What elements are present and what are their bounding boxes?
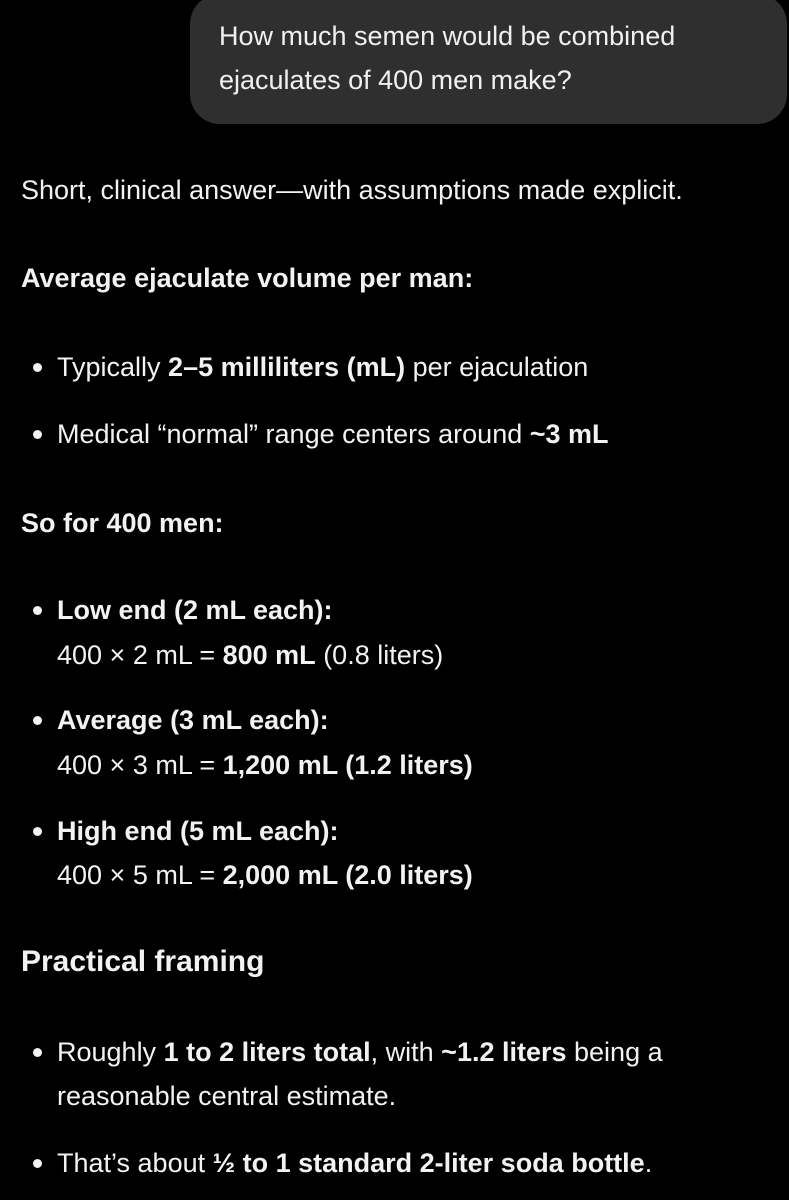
bullet-icon bbox=[33, 606, 42, 615]
list-item-bold-text: 1 to 2 liters total bbox=[163, 1037, 371, 1067]
bullet-icon bbox=[33, 1159, 42, 1168]
list-item-bold-text: ~1.2 liters bbox=[441, 1037, 567, 1067]
answer-intro: Short, clinical answer—with assumptions made explicit. bbox=[21, 175, 683, 205]
list-item-bold-text: ½ to 1 standard 2-liter soda bottle bbox=[212, 1148, 645, 1178]
list-item-label: Low end (2 mL each): bbox=[57, 595, 333, 625]
list-item-label: Average (3 mL each): bbox=[57, 705, 329, 735]
bullet-icon bbox=[33, 716, 42, 725]
list-item-text: . bbox=[644, 1148, 653, 1178]
bullet-icon bbox=[33, 827, 42, 836]
calc-text: 400 × 2 mL = bbox=[57, 640, 223, 670]
list-item-calculation bbox=[57, 748, 473, 782]
user-message-line-2: ejaculates of 400 men make? bbox=[219, 65, 572, 95]
list-item-calculation bbox=[57, 638, 443, 672]
section-heading-400-men: So for 400 men: bbox=[21, 508, 224, 538]
calc-text: (0.8 liters) bbox=[315, 640, 444, 670]
list-item-text: Typically bbox=[57, 352, 169, 382]
list-item-bold-text: ~3 mL bbox=[529, 419, 609, 449]
list-item-calculation bbox=[57, 858, 473, 892]
calc-bold-text: 1,200 mL (1.2 liters) bbox=[222, 750, 473, 780]
user-message-bubble bbox=[190, 0, 787, 124]
calc-text: 400 × 5 mL = bbox=[57, 860, 223, 890]
list-item-text: reasonable central estimate. bbox=[57, 1081, 397, 1111]
list-item-text: per ejaculation bbox=[405, 352, 589, 382]
calc-text: 400 × 3 mL = bbox=[57, 750, 223, 780]
bullet-icon bbox=[33, 363, 42, 372]
calc-bold-text: 800 mL bbox=[222, 640, 316, 670]
list-item-text: Medical “normal” range centers around bbox=[57, 419, 530, 449]
list-item-text: Roughly bbox=[57, 1037, 164, 1067]
calc-bold-text: 2,000 mL (2.0 liters) bbox=[222, 860, 473, 890]
list-item-label: High end (5 mL each): bbox=[57, 816, 339, 846]
list-item-text: That’s about bbox=[57, 1148, 213, 1178]
user-message-line-1: How much semen would be combined bbox=[219, 21, 676, 51]
section-heading-practical: Practical framing bbox=[21, 945, 265, 978]
bullet-icon bbox=[33, 1048, 42, 1057]
list-item-text: being a bbox=[566, 1037, 663, 1067]
list-item-bold-text: 2–5 milliliters (mL) bbox=[168, 352, 406, 382]
bullet-icon bbox=[33, 430, 42, 439]
section-heading-volume: Average ejaculate volume per man: bbox=[21, 263, 474, 293]
list-item-text: , with bbox=[370, 1037, 442, 1067]
